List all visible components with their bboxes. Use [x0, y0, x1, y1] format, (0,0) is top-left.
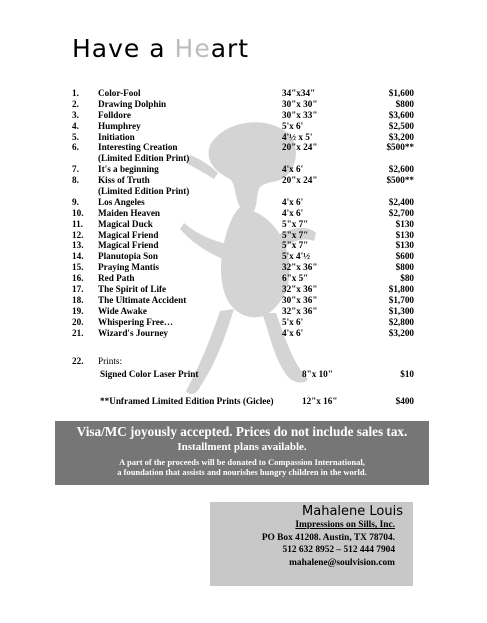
donation-line-1: A part of the proceeds will be donated to Compassion International, [119, 457, 365, 467]
artwork-row [0, 230, 487, 241]
artwork-row [0, 175, 487, 186]
artwork-size: 30"x 30" [282, 98, 318, 109]
artwork-size: 20"x 24" [282, 142, 318, 153]
giclee-print-price: $400 [395, 396, 414, 406]
artwork-size: 5'x 6' [282, 120, 304, 131]
artwork-name: Magical Duck [98, 218, 153, 229]
artwork-number: 16. [72, 273, 84, 284]
email-address[interactable]: mahalene@soulvision.com [289, 557, 395, 568]
artwork-number: 5. [72, 131, 79, 142]
artwork-price: $130 [395, 229, 414, 240]
artwork-size: 4'x 6' [282, 207, 304, 218]
artwork-name: Praying Mantis [98, 262, 159, 273]
laser-print-price: $10 [400, 369, 414, 379]
artwork-price: $130 [395, 218, 414, 229]
artwork-number: 18. [72, 294, 84, 305]
company-name: Impressions on Sills, Inc. [295, 520, 395, 530]
artwork-price: $1,600 [388, 88, 414, 98]
artwork-row [0, 273, 487, 284]
artwork-name: Planutopia Son [98, 251, 158, 262]
artwork-price-list [0, 88, 487, 338]
artwork-row [0, 88, 487, 99]
donation-line-2: a foundation that assists and nourishes hungry children in the world. [117, 467, 367, 477]
title-faded-part: He [174, 34, 211, 63]
artwork-number: 10. [72, 207, 84, 218]
artwork-row [0, 219, 487, 230]
artwork-name: Humphrey [98, 120, 141, 131]
artwork-name: (Limited Edition Print) [98, 186, 190, 197]
artwork-row [0, 197, 487, 208]
artwork-number: 1. [72, 88, 79, 98]
prints-number: 22. [72, 356, 84, 366]
artwork-price: $600 [395, 251, 414, 262]
donation-note [55, 457, 429, 477]
artwork-row [0, 295, 487, 306]
artwork-name: Magical Friend [98, 229, 159, 240]
artwork-size: 5"x 7" [282, 229, 309, 240]
artwork-size: 30"x 33" [282, 109, 318, 120]
artwork-name: Maiden Heaven [98, 207, 161, 218]
artwork-name: Initiation [98, 131, 135, 142]
artwork-number: 9. [72, 196, 79, 207]
artwork-price: $3,600 [388, 109, 414, 120]
artwork-row [0, 284, 487, 295]
artwork-row [0, 306, 487, 317]
artwork-price: $3,200 [388, 131, 414, 142]
artwork-number: 6. [72, 142, 79, 153]
artwork-number: 19. [72, 305, 84, 316]
artwork-size: 4'x 6' [282, 327, 304, 338]
artwork-size: 34"x34" [282, 88, 316, 98]
artwork-price: $500** [386, 175, 414, 186]
artwork-row [0, 99, 487, 110]
artwork-number: 17. [72, 284, 84, 295]
artwork-number: 20. [72, 316, 84, 327]
prints-header-row [0, 355, 487, 368]
artwork-number: 14. [72, 251, 84, 262]
artwork-row [0, 251, 487, 262]
artwork-row [0, 262, 487, 273]
artwork-price: $800 [395, 262, 414, 273]
installment-line: Installment plans available. [177, 441, 307, 453]
artwork-size: 32"x 36" [282, 305, 318, 316]
artwork-row [0, 142, 487, 153]
artwork-price: $2,500 [388, 120, 414, 131]
artist-brand: Mahalene Louis [302, 504, 403, 519]
artwork-number: 3. [72, 109, 79, 120]
artwork-name: Magical Friend [98, 240, 159, 251]
artwork-row [0, 240, 487, 251]
laser-print-name: Signed Color Laser Print [100, 369, 199, 379]
artwork-size: 32"x 36" [282, 284, 318, 295]
laser-print-size: 8"x 10" [302, 369, 333, 379]
artwork-name: Wide Awake [98, 305, 147, 316]
artwork-number: 13. [72, 240, 84, 251]
artwork-row [0, 121, 487, 132]
title-part-2: art [210, 34, 250, 63]
title-part-1: Have a [72, 34, 175, 63]
artwork-row [0, 317, 487, 328]
artwork-price: $500** [386, 142, 414, 153]
artwork-price: $80 [400, 273, 414, 284]
artwork-price: $800 [395, 98, 414, 109]
contact-box [210, 502, 413, 586]
artwork-number: 2. [72, 98, 79, 109]
artwork-size: 5"x 7" [282, 240, 309, 251]
artwork-name: The Ultimate Accident [98, 294, 187, 305]
artwork-size: 30"x 36" [282, 294, 318, 305]
artwork-name: The Spirit of Life [98, 284, 167, 295]
artwork-row [0, 186, 487, 197]
payment-info-banner [55, 421, 429, 485]
artwork-row [0, 153, 487, 164]
artwork-price: $1,700 [388, 294, 414, 305]
postal-address: PO Box 41208. Austin, TX 78704. [261, 532, 395, 543]
artwork-number: 8. [72, 175, 79, 186]
laser-print-row [0, 368, 487, 381]
artwork-row [0, 328, 487, 339]
giclee-print-name: **Unframed Limited Edition Prints (Giclee) [100, 396, 274, 406]
artwork-price: $2,800 [388, 316, 414, 327]
artwork-row [0, 110, 487, 121]
prints-label: Prints: [98, 356, 122, 366]
artwork-size: 5'x 4'½ [282, 251, 311, 262]
artwork-row [0, 132, 487, 143]
artwork-name: (Limited Edition Print) [98, 153, 190, 164]
artwork-name: Drawing Dolphin [98, 98, 167, 109]
artwork-price: $1,300 [388, 305, 414, 316]
artwork-number: 11. [72, 218, 83, 229]
artwork-number: 12. [72, 229, 84, 240]
artwork-number: 4. [72, 120, 79, 131]
giclee-print-row [0, 395, 487, 408]
artwork-name: Wizard's Journey [98, 327, 169, 338]
artwork-price: $2,700 [388, 207, 414, 218]
artwork-size: 5"x 7" [282, 218, 309, 229]
artwork-name: Color-Fool [98, 88, 141, 98]
artwork-name: Whispering Free… [98, 316, 174, 327]
artwork-number: 15. [72, 262, 84, 273]
artwork-name: Interesting Creation [98, 142, 178, 153]
giclee-print-size: 12"x 16" [302, 396, 338, 406]
artwork-name: Los Angeles [98, 196, 145, 207]
payment-line: Visa/MC joyously accepted. Prices do not include sales tax. [76, 424, 408, 439]
artwork-price: $1,800 [388, 284, 414, 295]
artwork-price: $3,200 [388, 327, 414, 338]
artwork-number: 7. [72, 164, 79, 175]
prints-section [0, 355, 487, 408]
artwork-row [0, 164, 487, 175]
artwork-name: Red Path [98, 273, 135, 284]
page-title [72, 34, 249, 63]
phone-numbers: 512 632 8952 – 512 444 7904 [282, 545, 395, 555]
artwork-price: $2,600 [388, 164, 414, 175]
artwork-name: Kiss of Truth [98, 175, 150, 186]
artwork-size: 5'x 6' [282, 316, 304, 327]
artwork-size: 4'x 6' [282, 164, 304, 175]
artwork-name: Folldore [98, 109, 132, 120]
artwork-size: 6"x 5" [282, 273, 309, 284]
artwork-price: $2,400 [388, 196, 414, 207]
artwork-name: It's a beginning [98, 164, 159, 175]
artwork-price: $130 [395, 240, 414, 251]
artwork-size: 20"x 24" [282, 175, 318, 186]
artwork-size: 4'x 6' [282, 196, 304, 207]
artwork-size: 4'½ x 5' [282, 131, 313, 142]
artwork-row [0, 208, 487, 219]
artwork-size: 32"x 36" [282, 262, 318, 273]
artwork-number: 21. [72, 327, 84, 338]
